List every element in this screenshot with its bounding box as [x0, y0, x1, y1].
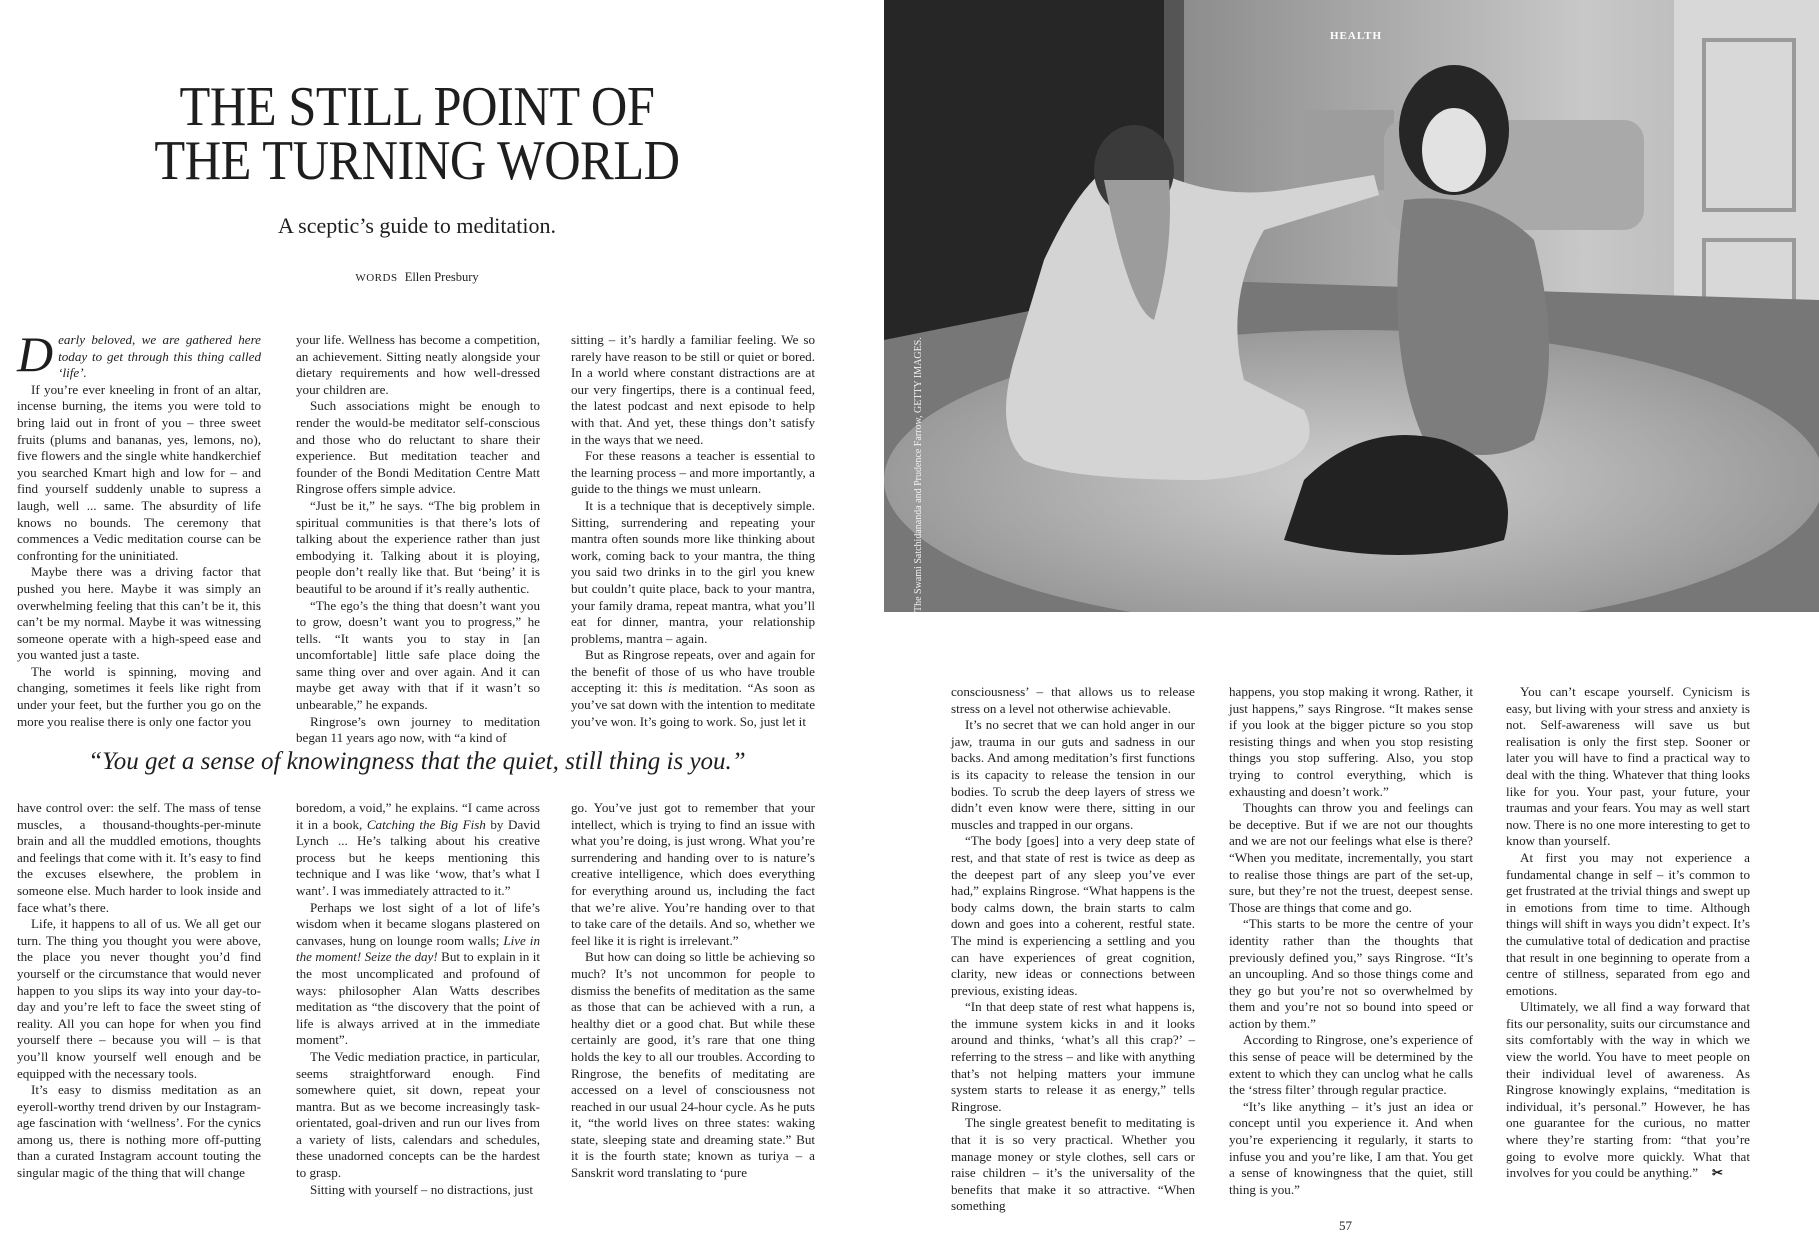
article-photo: [884, 0, 1819, 612]
paragraph: According to Ringrose, one’s experience of this sense of peace will be determined by the extent to which they can unclog what he calls the ‘stress filter’ through regular practice.: [1229, 1032, 1473, 1098]
text-segment: by David Lynch ... He’s talking about his creative process but he keeps mentioning this technique and I was like ‘wow, that’s what I want’. I was immediately attracted to it.”: [296, 816, 540, 898]
paragraph: Maybe there was a driving factor that pushed you here. Maybe it was simply an overwhelming feeling that this can’t be it, this can’t be my normal. Maybe it was witnessing someone operate with a high-speed ease and you wanted just a taste.: [17, 564, 261, 663]
italic-text: Live in the moment! Seize the day!: [296, 932, 540, 965]
title-line-2: THE TURNING WORLD: [154, 130, 680, 192]
paragraph: Sitting with yourself – no distractions, just: [310, 1181, 533, 1197]
column-2-bottom: [296, 800, 540, 1198]
column-1-bottom: [17, 800, 261, 1182]
column-1-top: [17, 326, 261, 730]
article-subtitle: A sceptic’s guide to meditation.: [277, 213, 556, 238]
paragraph: The world is spinning, moving and changing, sometimes it feels like right from under your feet, but the further you go on the more you realise there is only one factor you: [17, 663, 261, 729]
photo-credit: GETTY IMAGES.: [913, 337, 924, 413]
caption-text: The Swami Satchidananda and Prudence Farrow,: [913, 412, 924, 612]
paragraph: The Vedic mediation practice, in particular, seems straightforward enough. Find somewhere quiet, sit down, repeat your mantra. But as we become increasingly task-orientated, goal-driven and run our lives from a variety of lists, calendars and schedules, these unadorned concepts can be the hardest to grasp.: [296, 1048, 540, 1181]
paragraph: “The body [goes] into a very deep state of rest, and that state of rest is twice as deep as the deepest part of any sleep you’ve ever had,” explains Ringrose. “What happens is the body calms down, the brain starts to calm down and goes into a coherent, restful state. The mind is experiencing a settling and you can have experiences of great cognition, clarity, new ideas or connections between previous, existing ideas.: [951, 833, 1195, 998]
paragraph: “Just be it,” he says. “The big problem in spiritual communities is that there’s lots of talking about the experience rather than just embodying it. Talking about it is ploying, people don’t really like that. But ‘being’ it is beautiful to be around if it’s really authentic.: [296, 497, 540, 596]
italic-text: is: [668, 680, 677, 696]
paragraph: “In that deep state of rest what happens is, the immune system kicks in and it looks around and thinks, ‘what’s all this crap?’ – referring to the stress – and like with anything that’s not helping matters your immune system starts to release it as energy,” tells Ringrose.: [951, 999, 1195, 1114]
paragraph: have control over: the self. The mass of tense muscles, a thousand-thoughts-per-minute brain and all the muddled emotions, thoughts and feelings that come with it. It’s easy to find the excuses elsewhere, the problem in someone else. Much harder to look inside and face what’s there.: [17, 800, 261, 915]
paragraph: Such associations might be enough to render the would-be meditator self-conscious and those who do reluctant to share their experience. But meditation teacher and founder of the Bondi Meditation Centre Matt Ringrose offers simple advice.: [296, 398, 540, 497]
column-2-top: [296, 332, 540, 747]
paragraph: At first you may not experience a fundamental change in self – it’s common to get frustrated at the trivial things and swept up in emotions from time to time. Although things will shift in ways you didn’t expect. It’s the cumulative total of dedication and practise that result in one beginning to operate from a centre of stillness, separated from ego and emotions.: [1506, 849, 1750, 998]
text-segment: But as Ringrose repeats, over and again for the benefit of those of us who have trouble accepting it: this: [571, 647, 815, 696]
text-segment: meditation. “As soon as you’ve sat down with the intention to meditate you’ve won. It’s going to work. So, just let it: [571, 680, 816, 729]
paragraph: If you’re ever kneeling in front of an altar, incense burning, the items you were told to bring laid out in front of you – three sweet fruits (plums and bananas, yes, lemons, no), five flowers and the single white handkerchief you searched Kmart high and low for – and find yourself suddenly unable to supress a laugh, well ... same. The absurdity of life knows no bounds. The ceremony that commences a Vedic meditation course can be confronting for the uninitiated.: [17, 381, 261, 563]
paragraph: It is a technique that is deceptively simple. Sitting, surrendering and repeating your mantra often sounds more like thinking about work, coming back to your mantra, the thing you said two drinks in to the girl you knew but couldn’t quite place, back to your mantra, your family drama, repeat mantra, what you’ll eat for dinner, mantra, your relationship problems, mantra – again.: [571, 497, 815, 646]
paragraph: consciousness’ – that allows us to release stress on a level not otherwise achievable.: [951, 684, 1195, 716]
paragraph: Ultimately, we all find a way forward that fits our personality, suits our circumstance and sits comfortably with the way in which we view the world. You have to meet people on their individual level of awareness. As Ringrose knowingly explains, “meditation is individual, it’s personal.” However, he has one guarantee for the curious, no matter where they’re starting from: “that you’re going to evolve more quickly. What that involves for you could be anything.”✂: [1506, 999, 1750, 1181]
column-4: [951, 684, 1195, 1215]
paragraph: [571, 647, 815, 730]
column-3-top: [571, 332, 815, 730]
byline: [0, 270, 834, 285]
paragraph: happens, you stop making it wrong. Rather, it just happens,” says Ringrose. “It makes sense if you look at the bigger picture so you stop resisting things and when you stop resisting things you stop suffering. Also, you stop trying to control everything, which is exhausting and doesn’t work.”: [1229, 684, 1473, 799]
paragraph: Ringrose’s own journey to meditation began 11 years ago now, with “a kind of: [296, 713, 540, 746]
paragraph: your life. Wellness has become a competition, an achievement. Sitting neatly alongside your dietary requirements and how well-dressed your children are.: [296, 332, 540, 397]
paragraph: go. You’ve just got to remember that your intellect, which is trying to find an issue with what you’re doing, is just wrong. What you’re surrendering and handing over to is nature’s creative intelligence, which does everything for everything around us, including the fact that we’re alive. You’re handing over to that to take care of the details. And so, whether we feel like it is right is irrelevant.”: [571, 800, 815, 948]
italic-text: Catching the Big Fish: [366, 816, 486, 832]
paragraph: For these reasons a teacher is essential to the learning process – and more importantly, a guide to the things we must unlearn.: [571, 448, 815, 497]
text-segment: Perhaps we lost sight of a lot of life’s wisdom when it became slogans plastered on canvases, hung on lounge room walls;: [296, 899, 540, 948]
drop-cap: D: [17, 326, 54, 382]
intro-paragraph: [17, 326, 261, 382]
section-label: HEALTH: [1330, 30, 1383, 42]
column-5: [1229, 684, 1473, 1198]
photo-illustration: [884, 0, 1819, 612]
column-3-bottom: [571, 800, 815, 1182]
paragraph: You can’t escape yourself. Cynicism is easy, but living with your stress and anxiety is not. Self-awareness will save us but realisation is only the first step. Sooner or later you will have to find a practical way to deal with the thing. Whatever that thing looks like for you. Your past, your future, your traumas and your fears. You may as well start now. There is no one more interesting to get to know than yourself.: [1506, 684, 1750, 849]
paragraph: [296, 900, 540, 1049]
paragraph: The single greatest benefit to meditating is that it is so very practical. Whether you manage money or style clothes, sell cars or raise children – it’s the universality of the benefits that make it so attractive. “When something: [951, 1115, 1195, 1214]
text-segment: boredom, a void,” he explains. “I came across it in a book,: [296, 800, 540, 832]
intro-text: early beloved, we are gathered here today to get through this thing called ‘life’.: [58, 332, 261, 381]
paragraph: “This starts to be more the centre of your identity rather than the thoughts that previously defined you,” says Ringrose. “It’s an uncoupling. And so those things come and they go but you’re not so overwhelmed by them and you’re not so bound into speed or action by them.”: [1229, 916, 1473, 1031]
paragraph: Thoughts can throw you and feelings can be deceptive. But if we are not our thoughts and we are not our feelings what else is there? “When you meditate, incrementally, you start to realise those things are part of the set-up, sure, but they’re not the truest, deepest sense. Those are things that come and go.: [1229, 800, 1473, 915]
paragraph: But how can doing so little be achieving so much? It’s not uncommon for people to dismiss the benefits of meditation as the same as those that can be achieved with a run, a healthy diet or a good chat. But while these certainly are good, it’s rare that one thing holds the key to all our troubles. According to Ringrose, the benefits of meditating are accessed on a level of consciousness not reached in our usual 24-hour cycle. As he puts it, “the world lives on three states: waking state, sleeping state and dreaming state.” But it is the fourth state; known as turiya – a Sanskrit word translating to ‘pure: [571, 949, 815, 1181]
paragraph: [296, 800, 540, 900]
byline-author: Ellen Presbury: [404, 270, 479, 284]
paragraph: It’s no secret that we can hold anger in our jaw, trauma in our guts and sadness in our backs. And among meditation’s first functions is its capacity to release the tension in our bodies. To scrub the deep layers of stress we didn’t even know were there, sitting in our muscles and trapped in our organs.: [951, 717, 1195, 832]
photo-caption: [913, 337, 924, 612]
text-segment: But to explain in it the most uncomplicated and profound of ways: philosopher Alan Watts describes meditation as “the discovery that the point of life is always arrived at in the immediate moment”.: [296, 949, 540, 1048]
page-number: 57: [1339, 1218, 1352, 1233]
article-title: [42, 76, 793, 192]
byline-label: WORDS: [355, 272, 398, 284]
paragraph: “The ego’s the thing that doesn’t want you to grow, doesn’t want you to progress,” he tells. “It wants you to stay in [an uncomfortable] little safe place doing the same thing over and over again. And it can maybe get away with that if it wasn’t so unbearable,” he expands.: [296, 597, 540, 713]
column-6: [1506, 684, 1750, 1181]
end-mark-icon: ✂: [1712, 1165, 1723, 1181]
paragraph: “It’s like anything – it’s just an idea or concept until you experience it. And when you’re experiencing it regularly, it starts to infuse you and you’re like, I am that. You get a sense of knowingness that the quiet, still thing is you.”: [1229, 1098, 1473, 1197]
title-line-1: THE STILL POINT OF: [179, 76, 655, 138]
paragraph: It’s easy to dismiss meditation as an eyeroll-worthy trend driven by our Instagram-age fascination with ‘wellness’. For the cynics among us, there is nothing more off-putting than a curated Instagram account touting the singular magic of the thing that will change: [17, 1082, 261, 1181]
pull-quote: “You get a sense of knowingness that the quiet, still thing is you.”: [88, 748, 746, 775]
paragraph: sitting – it’s hardly a familiar feeling. We so rarely have reason to be still or quiet or bored. In a world where constant distractions are at our very fingertips, there is a continual feed, the latest podcast and next episode to help with that. And yet, these things don’t satisfy in the ways that we need.: [571, 332, 815, 447]
paragraph: Life, it happens to all of us. We all get our turn. The thing you thought you were above, the place you never thought you’d find yourself or the circumstance that would never happen to you slips its way into your day-to-day and you’re left to face the sweet sting of reality. All you can hope for when you find yourself there – because you will – is that you’ll know yourself well enough and be equipped with the necessary tools.: [17, 916, 261, 1081]
